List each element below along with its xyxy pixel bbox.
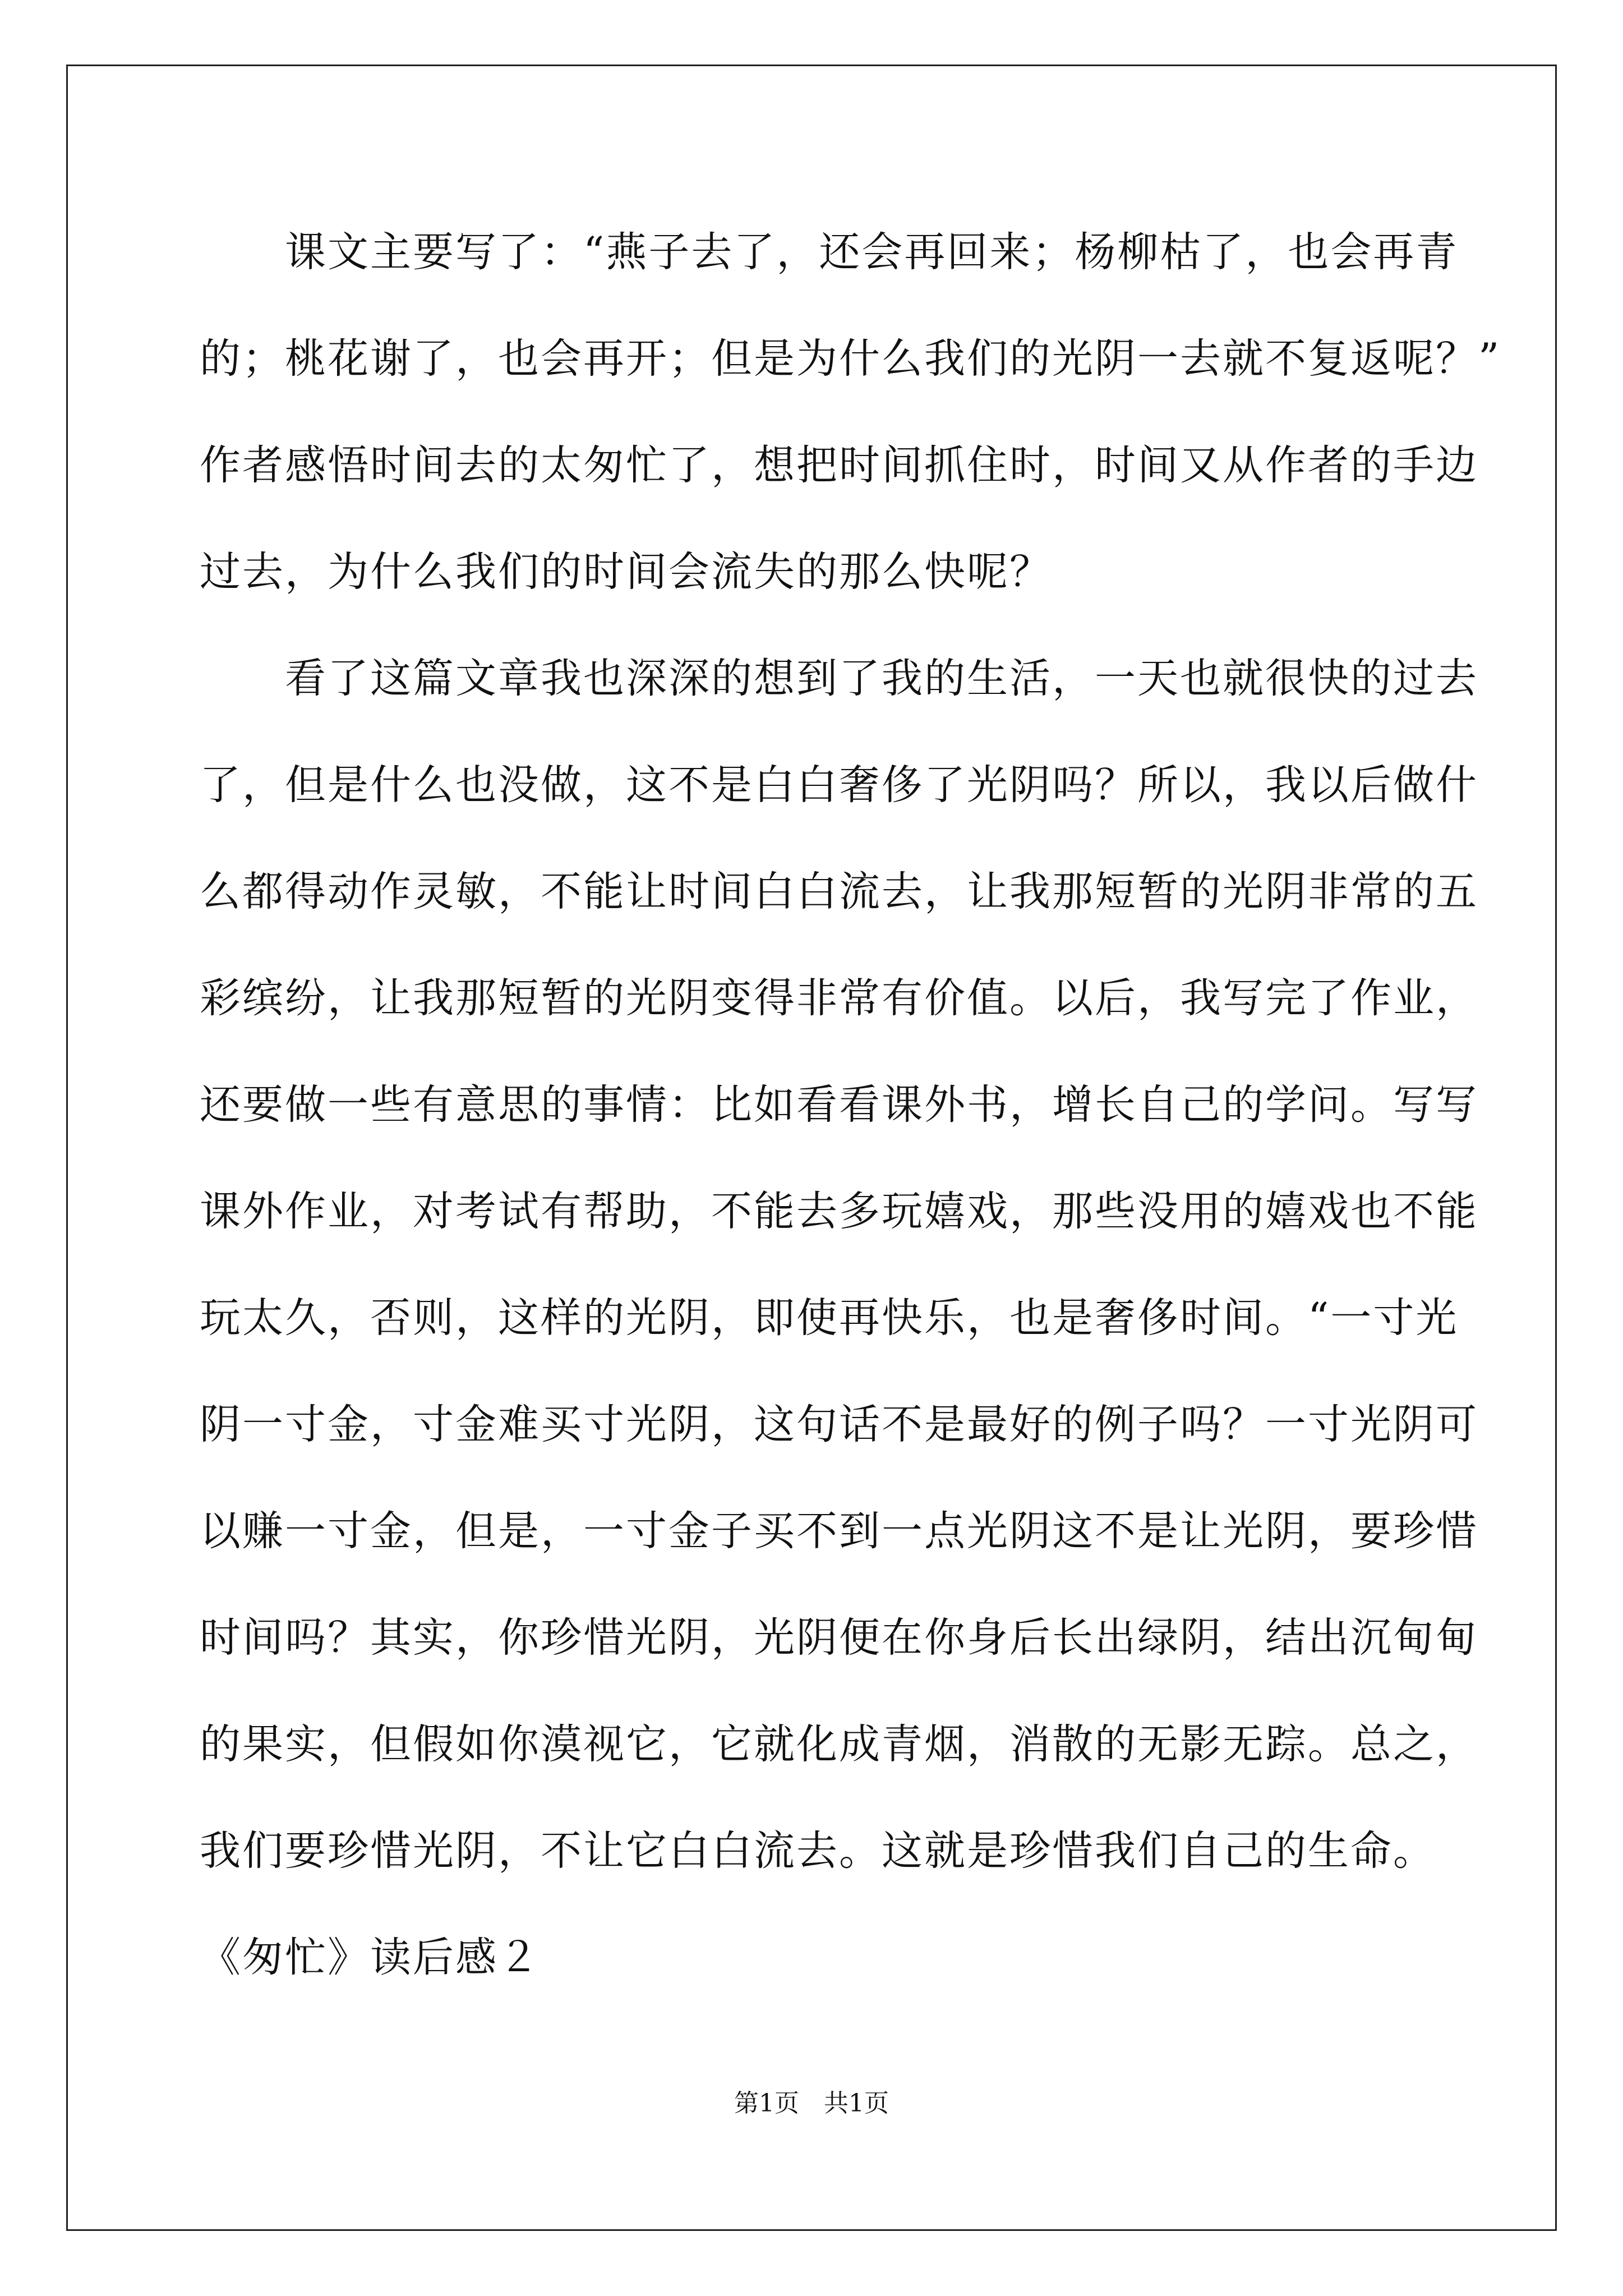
- section-heading: 《匆忙》读后感２: [200, 1934, 541, 1981]
- text-line: 的；桃花谢了，也会再开；但是为什么我们的光阴一去就不复返呢？”: [200, 335, 1501, 383]
- text-line: 还要做一些有意思的事情：比如看看课外书，增长自己的学问。写写: [200, 1081, 1478, 1129]
- page-footer: 第1页 共1页: [734, 2089, 889, 2118]
- text-line: 以赚一寸金，但是，一寸金子买不到一点光阴这不是让光阴，要珍惜: [200, 1507, 1478, 1555]
- text-line: 玩太久，否则，这样的光阴，即使再快乐，也是奢侈时间。“一寸光: [200, 1294, 1459, 1342]
- text-line: 课外作业，对考试有帮助，不能去多玩嬉戏，那些没用的嬉戏也不能: [200, 1188, 1478, 1235]
- text-line: 过去，为什么我们的时间会流失的那么快呢？: [200, 548, 1052, 596]
- page-border: [66, 65, 1557, 2231]
- text-line: 我们要珍惜光阴，不让它白白流去。这就是珍惜我们自己的生命。: [200, 1827, 1436, 1875]
- text-line: 的果实，但假如你漠视它，它就化成青烟，消散的无影无踪。总之，: [200, 1720, 1478, 1768]
- text-line: 彩缤纷，让我那短暂的光阴变得非常有价值。以后，我写完了作业，: [200, 974, 1478, 1022]
- text-line: 看了这篇文章我也深深的想到了我的生活，一天也就很快的过去: [200, 655, 1478, 702]
- text-line: 阴一寸金，寸金难买寸光阴，这句话不是最好的例子吗？一寸光阴可: [200, 1401, 1478, 1448]
- text-line: 么都得动作灵敏，不能让时间白白流去，让我那短暂的光阴非常的五: [200, 868, 1478, 915]
- text-line: 了，但是什么也没做，这不是白白奢侈了光阴吗？所以，我以后做什: [200, 761, 1478, 809]
- text-line: 课文主要写了：“燕子去了，还会再回来；杨柳枯了，也会再青: [200, 228, 1459, 276]
- text-line: 时间吗？其实，你珍惜光阴，光阴便在你身后长出绿阴，结出沉甸甸: [200, 1614, 1478, 1662]
- text-line: 作者感悟时间去的太匆忙了，想把时间抓住时，时间又从作者的手边: [200, 441, 1478, 489]
